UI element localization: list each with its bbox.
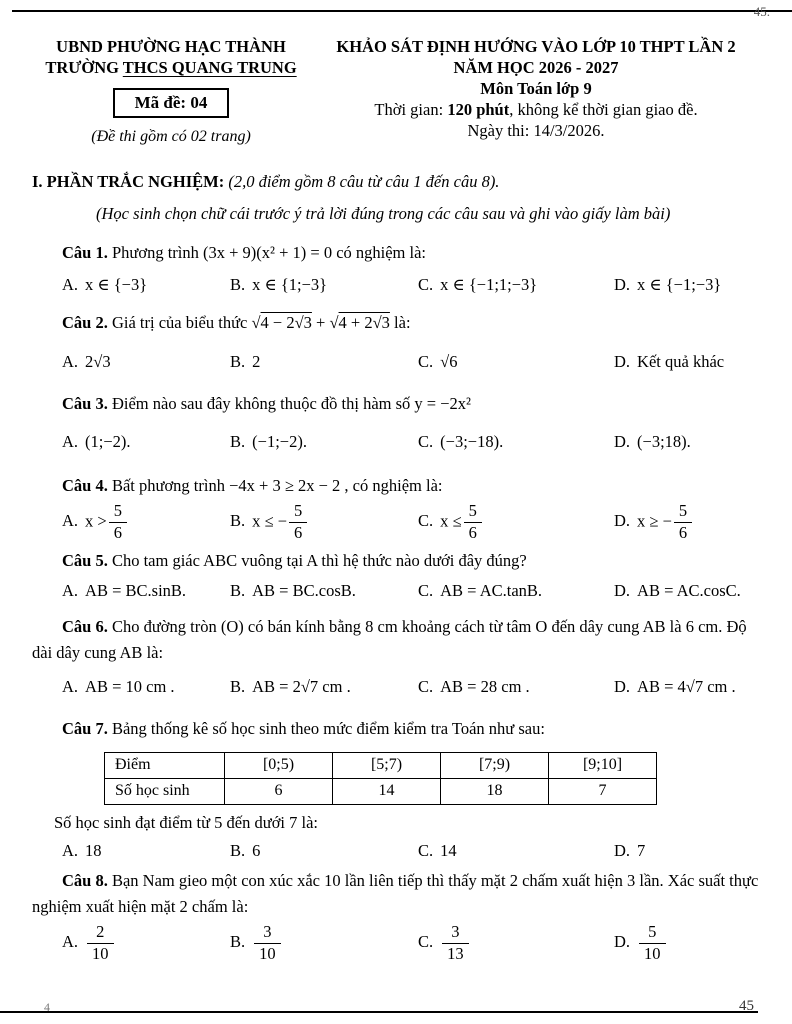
fraction-denominator: 10 — [92, 943, 109, 963]
option-label: D. — [614, 580, 631, 600]
fraction-denominator: 6 — [468, 522, 477, 542]
question-text — [32, 391, 762, 417]
option-text: (−3;−18). — [440, 432, 504, 451]
fraction-numerator: 5 — [639, 923, 666, 944]
exam-subject: Môn Toán lớp 9 — [480, 79, 592, 98]
header-school-block — [32, 36, 310, 146]
option-label: C. — [418, 275, 434, 294]
option-text: 18 — [85, 840, 102, 860]
question-body: Giá trị của biểu thức √ — [107, 313, 261, 332]
question-body: Bạn Nam gieo một con xúc xắc 10 lần liên tiếp thì thấy mặt 2 chấm xuất hiện 3 lần. Xác suất thực nghiệm xuất hiện mặt 2 chấm là: — [32, 870, 759, 916]
option-b — [230, 675, 418, 699]
option-text: x ∈ {−1;1;−3} — [440, 275, 538, 294]
question-5 — [32, 548, 762, 603]
option-text: 7 — [637, 840, 646, 860]
option-label: B. — [230, 352, 246, 371]
option-d — [614, 273, 762, 297]
option-label: B. — [230, 432, 246, 451]
table-cell: 6 — [225, 778, 333, 804]
question-label: Câu 4. — [62, 476, 108, 495]
table-cell: 14 — [333, 778, 441, 804]
options-row — [62, 579, 762, 603]
option-text: AB = AC.cosC. — [637, 580, 741, 600]
table-cell: Số học sinh — [105, 778, 225, 804]
option-label: D. — [614, 840, 631, 860]
question-text — [32, 868, 762, 920]
table-data-row — [105, 778, 657, 804]
fraction-numerator: 3 — [442, 923, 469, 944]
option-label: B. — [230, 932, 246, 952]
option-text: 14 — [440, 840, 457, 860]
exam-code-box: Mã đề: 04 — [113, 88, 230, 118]
question-8 — [32, 868, 762, 966]
fraction — [464, 502, 482, 543]
question-label: Câu 6. — [62, 616, 108, 636]
question-text — [32, 240, 762, 266]
options-row — [62, 273, 762, 297]
question-label: Câu 3. — [62, 394, 108, 413]
fraction-numerator: 5 — [674, 502, 692, 523]
option-b — [230, 430, 418, 454]
fraction — [442, 923, 469, 964]
option-c — [418, 579, 614, 603]
fraction — [254, 923, 281, 964]
option-label: C. — [418, 432, 434, 451]
fraction-numerator: 5 — [464, 502, 482, 523]
option-text: 2√3 — [85, 352, 111, 371]
question-body: + √ — [311, 313, 339, 332]
option-label: C. — [418, 676, 434, 696]
option-d — [614, 430, 762, 454]
question-label: Câu 2. — [62, 313, 108, 332]
option-label: D. — [614, 432, 631, 451]
option-label: D. — [614, 511, 631, 531]
fraction-numerator: 5 — [109, 502, 127, 523]
option-c — [418, 675, 614, 699]
section-title — [32, 170, 762, 194]
table-cell: [9;10] — [549, 752, 657, 778]
table-cell: [7;9) — [441, 752, 549, 778]
fraction-denominator: 10 — [259, 943, 276, 963]
top-rule — [12, 10, 792, 12]
table-cell: Điểm — [105, 752, 225, 778]
question-6 — [32, 614, 762, 699]
option-label: C. — [418, 932, 434, 952]
option-b — [230, 921, 418, 966]
option-text: AB = BC.sinB. — [85, 580, 187, 600]
option-label: D. — [614, 676, 631, 696]
option-text: x ≤ — [440, 511, 462, 531]
option-label: A. — [62, 275, 79, 294]
fraction-numerator: 2 — [87, 923, 114, 944]
option-c — [418, 273, 614, 297]
option-d — [614, 350, 762, 374]
option-a — [62, 430, 230, 454]
option-d — [614, 839, 762, 863]
question-body: Phương trình (3x + 9)(x² + 1) = 0 có nghiệm là: — [107, 243, 427, 262]
option-label: A. — [62, 676, 79, 696]
option-c — [418, 839, 614, 863]
option-c — [418, 500, 614, 545]
option-text: (−3;18). — [637, 432, 691, 451]
question-7 — [32, 716, 762, 863]
question-label: Câu 5. — [62, 550, 108, 570]
question-3 — [32, 391, 762, 454]
fraction — [289, 502, 307, 543]
fraction-denominator: 10 — [644, 943, 661, 963]
table-cell: 7 — [549, 778, 657, 804]
option-text: x ∈ {1;−3} — [252, 275, 328, 294]
question-body: Điểm nào sau đây không thuộc đồ thị hàm số y = −2x² — [107, 394, 471, 413]
exam-title-line2: NĂM HỌC 2026 - 2027 — [453, 58, 619, 77]
score-table — [104, 752, 657, 805]
org-line2-prefix: TRƯỜNG — [45, 58, 123, 77]
option-b — [230, 273, 418, 297]
option-label: C. — [418, 511, 434, 531]
option-text: 6 — [252, 840, 261, 860]
option-a — [62, 839, 230, 863]
option-text: AB = 4√7 cm . — [637, 676, 736, 696]
fraction — [109, 502, 127, 543]
option-label: B. — [230, 511, 246, 531]
option-a — [62, 273, 230, 297]
option-text: 2 — [252, 352, 261, 371]
scan-mark-bottom-right: 45 — [739, 998, 754, 1014]
option-text: AB = AC.tanB. — [440, 580, 543, 600]
question-body: Bảng thống kê số học sinh theo mức điểm kiểm tra Toán như sau: — [107, 718, 545, 738]
option-text: x ∈ {−1;−3} — [637, 275, 722, 294]
option-label: B. — [230, 580, 246, 600]
options-row — [62, 839, 762, 863]
options-row — [62, 675, 762, 699]
question-1 — [32, 240, 762, 297]
option-b — [230, 579, 418, 603]
question-label: Câu 8. — [62, 870, 108, 890]
option-text: AB = 2√7 cm . — [252, 676, 351, 696]
table-header-row — [105, 752, 657, 778]
fraction-numerator: 5 — [289, 502, 307, 523]
fraction-denominator: 6 — [294, 522, 303, 542]
option-label: C. — [418, 840, 434, 860]
scan-mark-bottom-left: 4 — [44, 1000, 50, 1014]
option-text: (−1;−2). — [252, 432, 307, 451]
question-text — [32, 548, 762, 574]
option-text: AB = BC.cosB. — [252, 580, 356, 600]
fraction — [87, 923, 114, 964]
radical-expression: 4 + 2√3 — [338, 313, 390, 332]
option-label: A. — [62, 932, 79, 952]
option-d — [614, 675, 762, 699]
question-4 — [32, 473, 762, 545]
table-cell: 18 — [441, 778, 549, 804]
option-label: A. — [62, 432, 79, 451]
option-label: A. — [62, 580, 79, 600]
option-b — [230, 839, 418, 863]
question-2 — [32, 310, 762, 374]
header-title-block — [310, 36, 762, 146]
option-label: A. — [62, 511, 79, 531]
option-text: Kết quả khác — [637, 352, 725, 371]
question-text — [32, 614, 762, 666]
exam-header — [32, 36, 762, 146]
option-label: B. — [230, 840, 246, 860]
section-instruction: (Học sinh chọn chữ cái trước ý trả lời đúng trong các câu sau và ghi vào giấy làm bài) — [96, 204, 671, 223]
radical-expression: 4 − 2√3 — [260, 313, 312, 332]
scan-mark-top-right: 45. — [753, 4, 770, 19]
question-text — [32, 310, 762, 336]
option-a — [62, 675, 230, 699]
question-body: Cho đường tròn (O) có bán kính bằng 8 cm khoảng cách từ tâm O đến dây cung AB là 6 cm. Độ dài dây cung AB là: — [32, 616, 747, 662]
table-cell: [0;5) — [225, 752, 333, 778]
option-text: AB = 10 cm . — [85, 676, 175, 696]
option-c — [418, 921, 614, 966]
option-b — [230, 500, 418, 545]
option-text: x ∈ {−3} — [85, 275, 148, 294]
time-duration: 120 phút — [447, 100, 510, 119]
option-c — [418, 430, 614, 454]
option-label: B. — [230, 275, 246, 294]
option-d — [614, 921, 762, 966]
option-text: x ≥ − — [637, 511, 672, 531]
time-prefix: Thời gian: — [374, 100, 448, 119]
option-d — [614, 500, 762, 545]
option-a — [62, 500, 230, 545]
table-cell: [5;7) — [333, 752, 441, 778]
option-c — [418, 350, 614, 374]
question-label: Câu 1. — [62, 243, 108, 262]
question-text — [32, 716, 762, 742]
option-a — [62, 350, 230, 374]
fraction-denominator: 6 — [113, 522, 122, 542]
option-a — [62, 579, 230, 603]
fraction — [674, 502, 692, 543]
option-label: A. — [62, 352, 79, 371]
option-b — [230, 350, 418, 374]
option-label: D. — [614, 275, 631, 294]
question-body: Cho tam giác ABC vuông tại A thì hệ thức nào dưới đây đúng? — [107, 550, 527, 570]
option-text: x ≤ − — [252, 511, 288, 531]
question-text — [32, 473, 762, 499]
fraction-denominator: 6 — [678, 522, 688, 542]
question-body: là: — [389, 313, 411, 332]
org-name-line1: UBND PHƯỜNG HẠC THÀNH — [56, 37, 286, 56]
exam-time-line — [310, 99, 762, 120]
pages-note: (Đề thi gồm có 02 trang) — [91, 128, 251, 145]
option-text: (1;−2). — [85, 432, 131, 451]
question-followup-text: Số học sinh đạt điểm từ 5 đến dưới 7 là: — [54, 812, 318, 832]
option-label: D. — [614, 352, 631, 371]
org-name-line2 — [32, 57, 310, 78]
option-a — [62, 921, 230, 966]
section-title-note: (2,0 điểm gồm 8 câu từ câu 1 đến câu 8). — [224, 172, 500, 191]
fraction-denominator: 13 — [447, 943, 464, 963]
options-row — [62, 350, 762, 374]
option-d — [614, 579, 762, 603]
option-label: C. — [418, 352, 434, 371]
time-suffix: , không kể thời gian giao đề. — [509, 100, 698, 119]
option-label: D. — [614, 932, 631, 952]
org-line2-underlined: THCS QUANG TRUNG — [122, 58, 297, 77]
options-row — [62, 921, 762, 966]
exam-date: Ngày thi: 14/3/2026. — [467, 121, 605, 140]
question-label: Câu 7. — [62, 718, 108, 738]
exam-title-line1: KHẢO SÁT ĐỊNH HƯỚNG VÀO LỚP 10 THPT LẦN 2 — [336, 37, 736, 56]
question-body: Bất phương trình −4x + 3 ≥ 2x − 2 , có nghiệm là: — [107, 476, 443, 495]
option-label: B. — [230, 676, 246, 696]
exam-page — [32, 14, 762, 966]
options-row — [62, 430, 762, 454]
option-label: A. — [62, 840, 79, 860]
option-label: C. — [418, 580, 434, 600]
option-text: AB = 28 cm . — [440, 676, 530, 696]
bottom-rule — [0, 1011, 758, 1013]
section-title-main: I. PHẦN TRẮC NGHIỆM: — [32, 172, 225, 191]
option-text: √6 — [440, 352, 458, 371]
fraction — [639, 923, 666, 964]
options-row — [62, 500, 762, 545]
option-text: x > — [85, 511, 107, 531]
fraction-numerator: 3 — [254, 923, 281, 944]
